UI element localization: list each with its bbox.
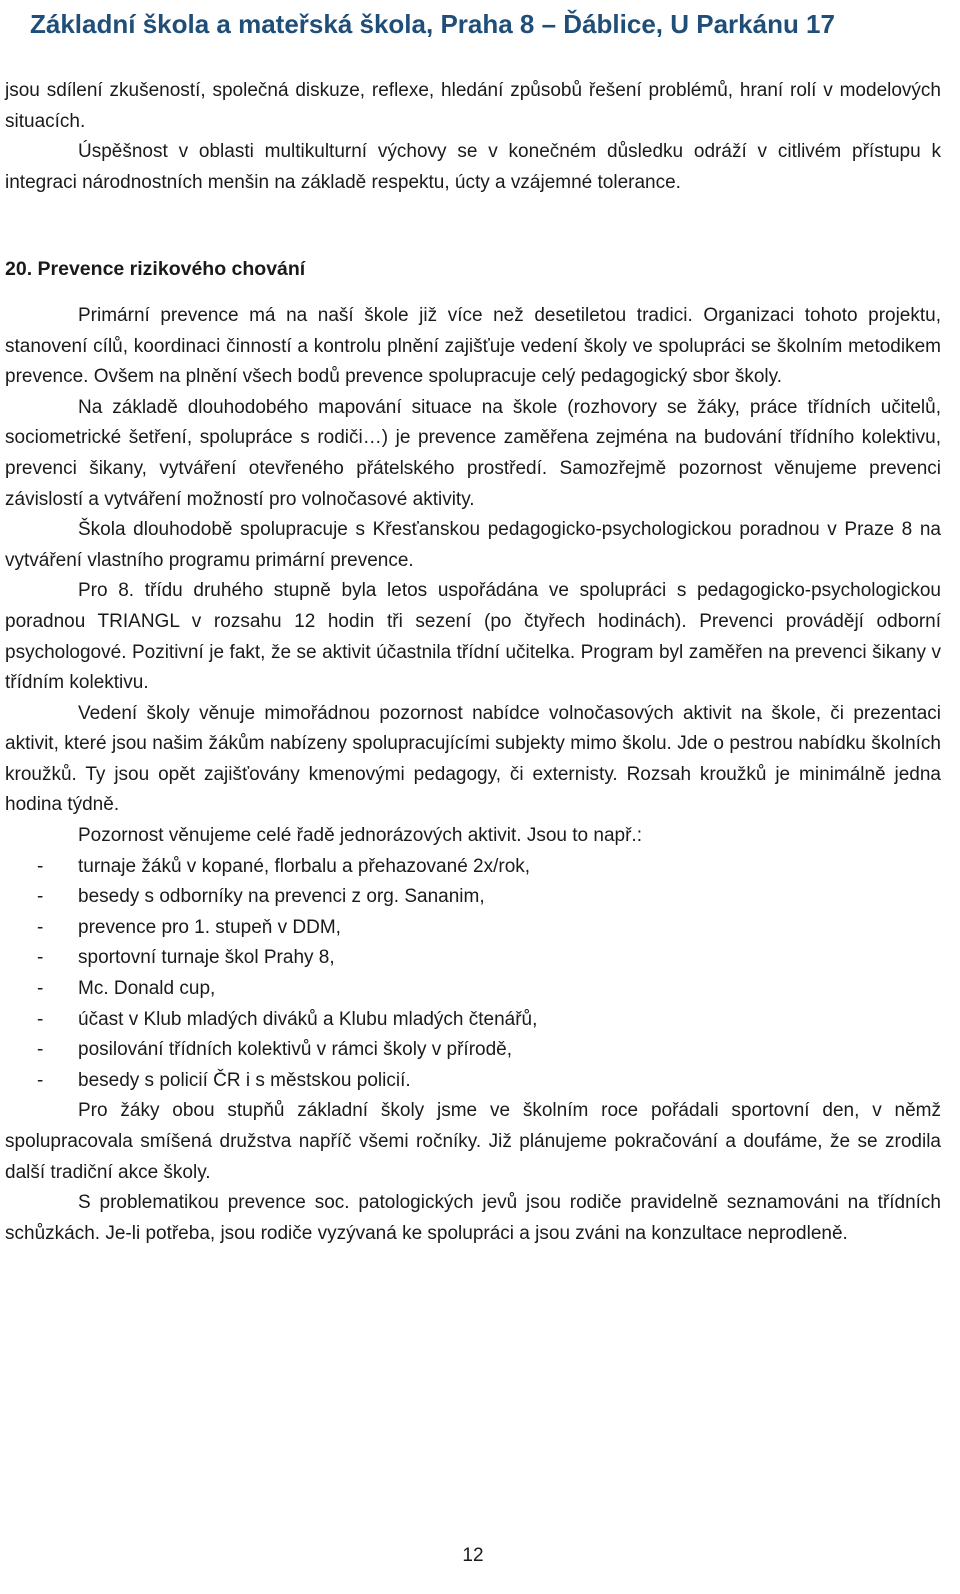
list-item-text: prevence pro 1. stupeň v DDM,	[78, 916, 341, 938]
list-item	[5, 1035, 941, 1066]
list-item-text: sportovní turnaje škol Prahy 8,	[78, 947, 335, 969]
list-dash: -	[37, 1008, 44, 1030]
activity-list	[5, 852, 941, 1097]
body-paragraph: Na základě dlouhodobého mapování situace na škole (rozhovory se žáky, práce třídních učitelů, sociometrické šetření, spolupráce s rodiči…) je prevence zaměřena zejména na budování třídního kolektivu, prevenci šikany, vytváření otevřeného přátelského prostředí. Samozřejmě pozornost věnujeme prevenci závislostí a vytváření možností pro volnočasové aktivity.	[5, 396, 941, 510]
body-paragraph: Pro žáky obou stupňů základní školy jsme ve školním roce pořádali sportovní den, v němž spolupracovala smíšená družstva napříč všemi ročníky. Již plánujeme pokračování a doufáme, že se zrodila další tradiční akce školy.	[5, 1100, 941, 1183]
list-dash: -	[37, 855, 44, 877]
list-dash: -	[37, 886, 44, 908]
document-body	[5, 76, 941, 1249]
body-paragraph: Pozornost věnujeme celé řadě jednorázových aktivit. Jsou to např.:	[78, 825, 642, 847]
list-item	[5, 913, 941, 944]
intro-paragraph: jsou sdílení zkušeností, společná diskuze, reflexe, hledání způsobů řešení problémů, hraní rolí v modelových situacích.	[5, 80, 941, 132]
list-item-text: besedy s odborníky na prevenci z org. Sananim,	[78, 886, 485, 908]
list-dash: -	[37, 947, 44, 969]
page-number: 12	[462, 1545, 484, 1566]
body-paragraph: Pro 8. třídu druhého stupně byla letos uspořádána ve spolupráci s pedagogicko-psychologickou poradnou TRIANGL v rozsahu 12 hodin tři sezení (po čtyřech hodinách). Prevenci provádějí odborní psychologové. Pozitivní je fakt, že se aktivit účastnila třídní učitelka. Program byl zaměřen na prevenci šikany v třídním kolektivu.	[5, 580, 941, 694]
list-item-text: Mc. Donald cup,	[78, 978, 216, 1000]
list-item	[5, 974, 941, 1005]
intro-paragraph: Úspěšnost v oblasti multikulturní výchovy se v konečném důsledku odráží v citlivém přístupu k integraci národnostních menšin na základě respektu, úcty a vzájemné tolerance.	[5, 141, 941, 193]
list-item-text: besedy s policií ČR i s městskou policií.	[78, 1069, 411, 1091]
body-paragraph: S problematikou prevence soc. patologických jevů jsou rodiče pravidelně seznamováni na třídních schůzkách. Je-li potřeba, jsou rodiče vyzývaná ke spolupráci a jsou zváni na konzultace neprodleně.	[5, 1192, 941, 1244]
list-dash: -	[37, 978, 44, 1000]
list-item	[5, 943, 941, 974]
list-dash: -	[37, 916, 44, 938]
list-item	[5, 882, 941, 913]
list-item-text: účast v Klub mladých diváků a Klubu mladých čtenářů,	[78, 1008, 538, 1030]
list-item	[5, 1005, 941, 1036]
list-item	[5, 852, 941, 883]
list-item-text: turnaje žáků v kopané, florbalu a přehazované 2x/rok,	[78, 855, 531, 877]
body-paragraph: Primární prevence má na naší škole již více než desetiletou tradici. Organizaci tohoto projektu, stanovení cílů, koordinaci činností a kontrolu plnění zajišťuje vedení školy ve spolupráci se školním metodikem prevence. Ovšem na plnění všech bodů prevence spolupracuje celý pedagogický sbor školy.	[5, 304, 941, 388]
list-dash: -	[37, 1039, 44, 1061]
list-item	[5, 1066, 941, 1097]
body-paragraph: Škola dlouhodobě spolupracuje s Křesťanskou pedagogicko-psychologickou poradnou v Praze 8 na vytváření vlastního programu primární prevence.	[5, 519, 941, 571]
section-heading: 20. Prevence rizikového chování	[5, 258, 306, 281]
body-paragraph: Vedení školy věnuje mimořádnou pozornost nabídce volnočasových aktivit na škole, či prezentaci aktivit, které jsou našim žákům nabízeny spolupracujícími subjekty mimo školu. Jde o pestrou nabídku školních kroužků. Ty jsou opět zajišťovány kmenovými pedagogy, či externisty. Rozsah kroužků je minimálně jedna hodina týdně.	[5, 702, 941, 816]
list-item-text: posilování třídních kolektivů v rámci školy v přírodě,	[78, 1039, 513, 1061]
page-header-title: Základní škola a mateřská škola, Praha 8 – Ďáblice, U Parkánu 17	[30, 9, 835, 39]
list-dash: -	[37, 1069, 44, 1091]
